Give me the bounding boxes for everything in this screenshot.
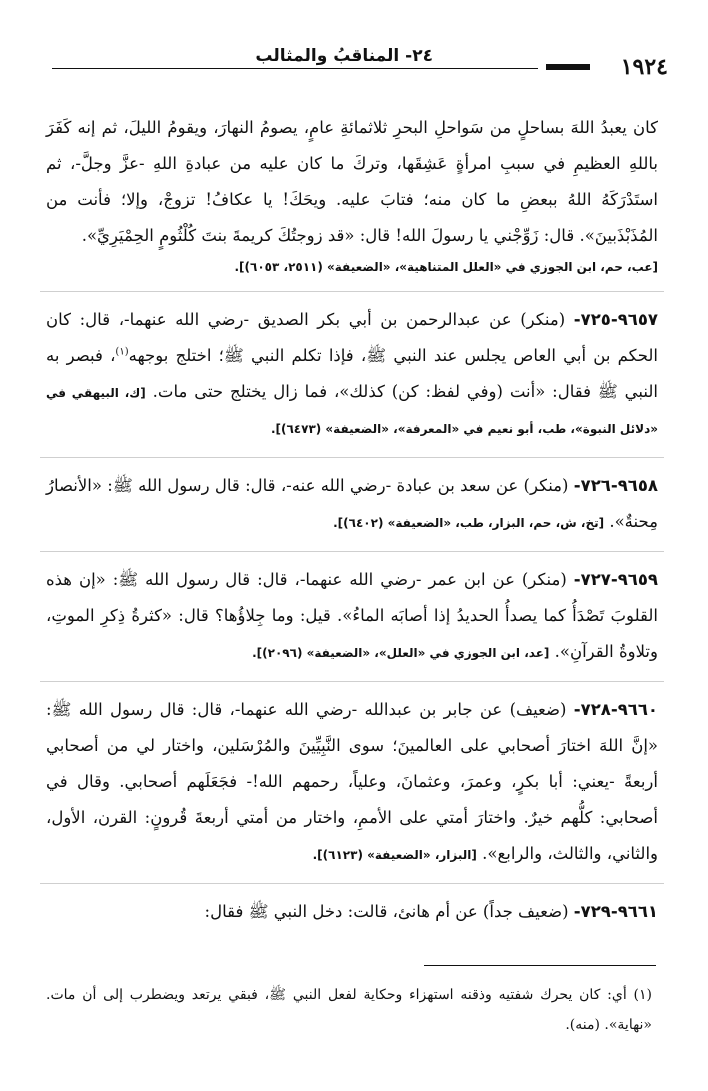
hadith-source: [البزار، «الضعيفة» (٦١٢٣)]. — [312, 848, 477, 862]
hadith-source: [عد، ابن الجوزي في «العلل»، «الضعيفة» (٢٠٩٦)]. — [252, 646, 550, 660]
entry-separator — [40, 681, 664, 682]
hadith-number: ٩٦٦٠-٧٢٨- — [573, 700, 658, 719]
entry-separator — [40, 457, 664, 458]
page-number: ١٩٢٤ — [620, 54, 668, 80]
hadith-text: (ضعيف جداً) عن أم هانئ، قالت: دخل النبي ﷺ فقال: — [204, 902, 569, 921]
header-rule — [52, 68, 538, 69]
hadith-source: [ك، البيهقي في «دلائل النبوة»، طب، أبو نعيم في «المعرفة»، «الضعيفة» (٦٤٧٣)]. — [46, 386, 658, 436]
hadith-text: كان يعبدُ اللهَ بساحلٍ من سَواحلِ البحرِ ثلاثمائةِ عامٍ، يصومُ النهارَ، ويقومُ الليلَ، ثم إنه كَفَرَ باللهِ العظيمِ في سببِ امرأةٍ عَشِقَها، وتركَ ما كان عليه من عبادةِ اللهِ -عزَّ وجلَّ-، ثم استَدْرَكَهُ اللهُ ببعضِ ما كان منه؛ فتابَ عليه. ويحَكَ! يا عكافُ! تزوجْ، وإلا؛ فأنت من المُذَبْذَبينَ». قال: زَوِّجْني يا رسولَ الله! قال: «قد زوجتُكَ كريمةَ بنتَ كُلْثُومٍ الحِمْيَرِيِّ». — [46, 118, 658, 245]
hadith-text-continued: ، فبصر به النبي ﷺ فقال: «أنت (وفي لفظ: كن) كذلك»، فما زال يختلج حتى مات. — [46, 346, 659, 401]
hadith-text: (منكر) عن سعد بن عبادة -رضي الله عنه-، قال: قال رسول الله ﷺ: «الأنصارُ مِحنةٌ». — [46, 476, 658, 531]
entry-separator — [40, 883, 664, 884]
footnote — [46, 980, 652, 1040]
hadith-number: ٩٦٥٩-٧٢٧- — [573, 570, 659, 589]
hadith-source: [تخ، ش، حم، البزار، طب، «الضعيفة» (٦٤٠٢)]. — [333, 516, 605, 530]
hadith-text: (ضعيف) عن جابر بن عبدالله -رضي الله عنهما-، قال: قال رسول الله ﷺ: «إنَّ اللهَ اختارَ أصحابي على العالمينَ؛ سوى النَّبِيِّينَ والمُرْسَلين، واختار لي من أصحابي أربعةً -يعني: أبا بكرٍ، وعمرَ، وعثمانَ، وعلياً، رحمهم الله!- فجَعَلَهم أصحابي. وقال في أصحابي: كلُّهم خيرٌ. واختارَ أمتي على الأممِ، واختار من أمتي أربعةَ قُرونٍ: القرن، الأول، والثاني، والثالث، والرابع». — [46, 700, 658, 863]
hadith-text: (منكر) عن ابن عمر -رضي الله عنهما-، قال: قال رسول الله ﷺ: «إن هذه القلوبَ تَصْدَأُ كما يصدأُ الحديدُ إذا أصابَه الماءُ». قيل: وما جِلاؤُها؟ قال: «كثرةُ ذِكرِ الموتِ، وتلاوةُ القرآنِ». — [46, 570, 658, 661]
hadith-number: ٩٦٦١-٧٢٩- — [573, 902, 658, 921]
page-body — [46, 110, 658, 930]
hadith-entry — [46, 894, 658, 930]
hadith-text: (منكر) عن عبدالرحمن بن أبي بكر الصديق -رضي الله عنهما-، قال: كان الحكم بن أبي العاص يجلس عند النبي ﷺ، فإذا تكلم النبي ﷺ؛ اختلج بوجهه — [46, 310, 658, 365]
hadith-entry — [46, 302, 658, 446]
page-header — [52, 46, 668, 78]
hadith-source: [عب، حم، ابن الجوزي في «العلل المتناهية»، «الضعيفة» (٢٥١١، ٦٠٥٣)]. — [234, 260, 658, 274]
hadith-entry — [46, 562, 658, 670]
footnote-ref[interactable]: (١) — [115, 346, 129, 358]
chapter-title: ٢٤- المناقبُ والمثالب — [255, 46, 433, 66]
hadith-number: ٩٦٥٨-٧٢٦- — [573, 476, 658, 495]
hadith-number: ٩٦٥٧-٧٢٥- — [573, 310, 659, 329]
hadith-entry — [46, 692, 658, 872]
hadith-entry — [46, 468, 658, 540]
entry-separator — [40, 551, 664, 552]
footnote-rule — [424, 965, 656, 966]
hadith-continuation — [46, 110, 658, 254]
footnote-text: أي: كان يحرك شفتيه وذقنه استهزاء وحكاية لفعل النبي ﷺ، فبقي يرتعد ويضطرب إلى أن مات. «نهاية». (منه). — [46, 987, 652, 1033]
header-thick-rule — [546, 64, 590, 70]
footnote-marker: (١) — [633, 987, 653, 1003]
entry-separator — [40, 291, 664, 292]
